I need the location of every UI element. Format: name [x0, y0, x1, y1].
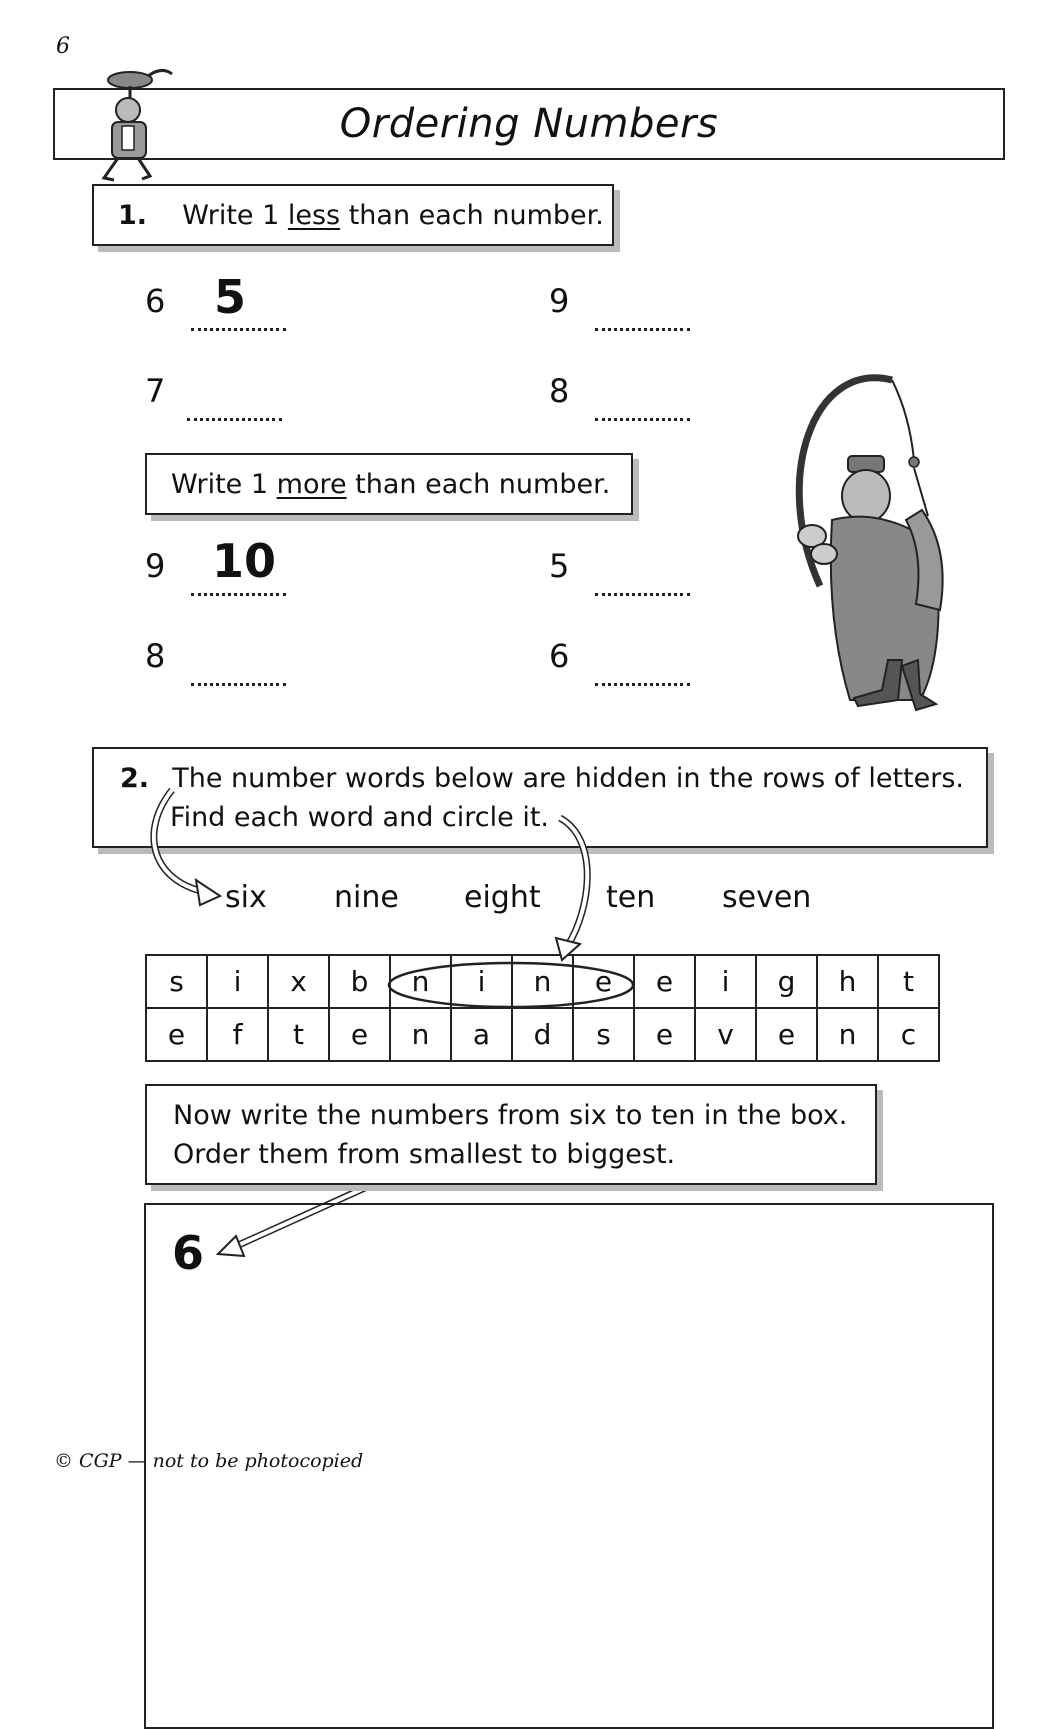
fisherman-illustration — [772, 360, 972, 720]
answer-line — [595, 683, 690, 686]
less-answer-1[interactable]: 5 — [214, 270, 247, 324]
grid-cell[interactable]: i — [451, 955, 512, 1008]
instruction-line-2: Find each word and circle it. — [170, 802, 549, 833]
instruction-box-ordering — [145, 1084, 877, 1185]
instruction-line-1: Now write the numbers from six to ten in the box. — [173, 1100, 848, 1131]
grid-row — [146, 1008, 939, 1061]
grid-cell[interactable]: e — [573, 955, 634, 1008]
page-number: 6 — [56, 34, 70, 59]
instruction-box-more — [145, 453, 633, 515]
answer-line — [191, 328, 286, 331]
waiter-illustration — [88, 66, 184, 188]
answer-box-first-number: 6 — [172, 1226, 205, 1280]
question-number: 1. — [118, 200, 148, 231]
grid-cell[interactable]: e — [756, 1008, 817, 1061]
less-question-3: 7 — [145, 372, 166, 410]
more-question-2: 5 — [549, 547, 570, 585]
page-title: Ordering Numbers — [339, 101, 719, 147]
instruction-line-2: Order them from smallest to biggest. — [173, 1139, 676, 1170]
grid-cell[interactable]: i — [207, 955, 268, 1008]
grid-cell[interactable]: x — [268, 955, 329, 1008]
word-seven: seven — [722, 880, 812, 915]
less-question-4: 8 — [549, 372, 570, 410]
grid-cell[interactable]: n — [390, 955, 451, 1008]
copyright-footer: © CGP — not to be photocopied — [54, 1450, 364, 1472]
grid-cell[interactable]: e — [634, 1008, 695, 1061]
answer-line — [595, 418, 690, 421]
grid-cell[interactable]: s — [573, 1008, 634, 1061]
instruction-post: than each number. — [346, 469, 611, 500]
instruction-key-word: more — [276, 469, 347, 500]
grid-cell[interactable]: e — [634, 955, 695, 1008]
grid-row — [146, 955, 939, 1008]
instruction-pre: Write 1 — [182, 200, 288, 231]
answer-line — [191, 683, 286, 686]
instruction-pre: Write 1 — [171, 469, 277, 500]
grid-cell[interactable]: h — [817, 955, 878, 1008]
grid-cell[interactable]: s — [146, 955, 207, 1008]
grid-cell[interactable]: d — [512, 1008, 573, 1061]
grid-cell[interactable]: b — [329, 955, 390, 1008]
answer-line — [187, 418, 282, 421]
instruction-post: than each number. — [340, 200, 604, 231]
grid-cell[interactable]: n — [390, 1008, 451, 1061]
grid-cell[interactable]: c — [878, 1008, 939, 1061]
instruction-line-1: The number words below are hidden in the rows of letters. — [172, 763, 964, 794]
grid-cell[interactable]: e — [146, 1008, 207, 1061]
answer-line — [191, 593, 286, 596]
instruction-box-less — [92, 184, 614, 246]
grid-cell[interactable]: n — [817, 1008, 878, 1061]
more-question-3: 8 — [145, 637, 166, 675]
word-ten: ten — [606, 880, 656, 915]
grid-cell[interactable]: t — [878, 955, 939, 1008]
grid-cell[interactable]: g — [756, 955, 817, 1008]
instruction-key-word: less — [287, 200, 341, 231]
more-question-4: 6 — [549, 637, 570, 675]
question-number: 2. — [120, 763, 150, 794]
instruction-box-word-search — [92, 747, 988, 848]
less-question-2: 9 — [549, 282, 570, 320]
less-question-1: 6 — [145, 282, 166, 320]
grid-cell[interactable]: t — [268, 1008, 329, 1061]
grid-cell[interactable]: f — [207, 1008, 268, 1061]
grid-cell[interactable]: a — [451, 1008, 512, 1061]
grid-cell[interactable]: e — [329, 1008, 390, 1061]
word-eight: eight — [464, 880, 541, 915]
word-six: six — [225, 880, 267, 915]
more-question-1: 9 — [145, 547, 166, 585]
word-nine: nine — [334, 880, 399, 915]
letter-grid — [145, 954, 940, 1062]
grid-cell[interactable]: i — [695, 955, 756, 1008]
more-answer-1[interactable]: 10 — [212, 534, 277, 588]
answer-line — [595, 593, 690, 596]
grid-cell[interactable]: v — [695, 1008, 756, 1061]
answer-line — [595, 328, 690, 331]
grid-cell[interactable]: n — [512, 955, 573, 1008]
